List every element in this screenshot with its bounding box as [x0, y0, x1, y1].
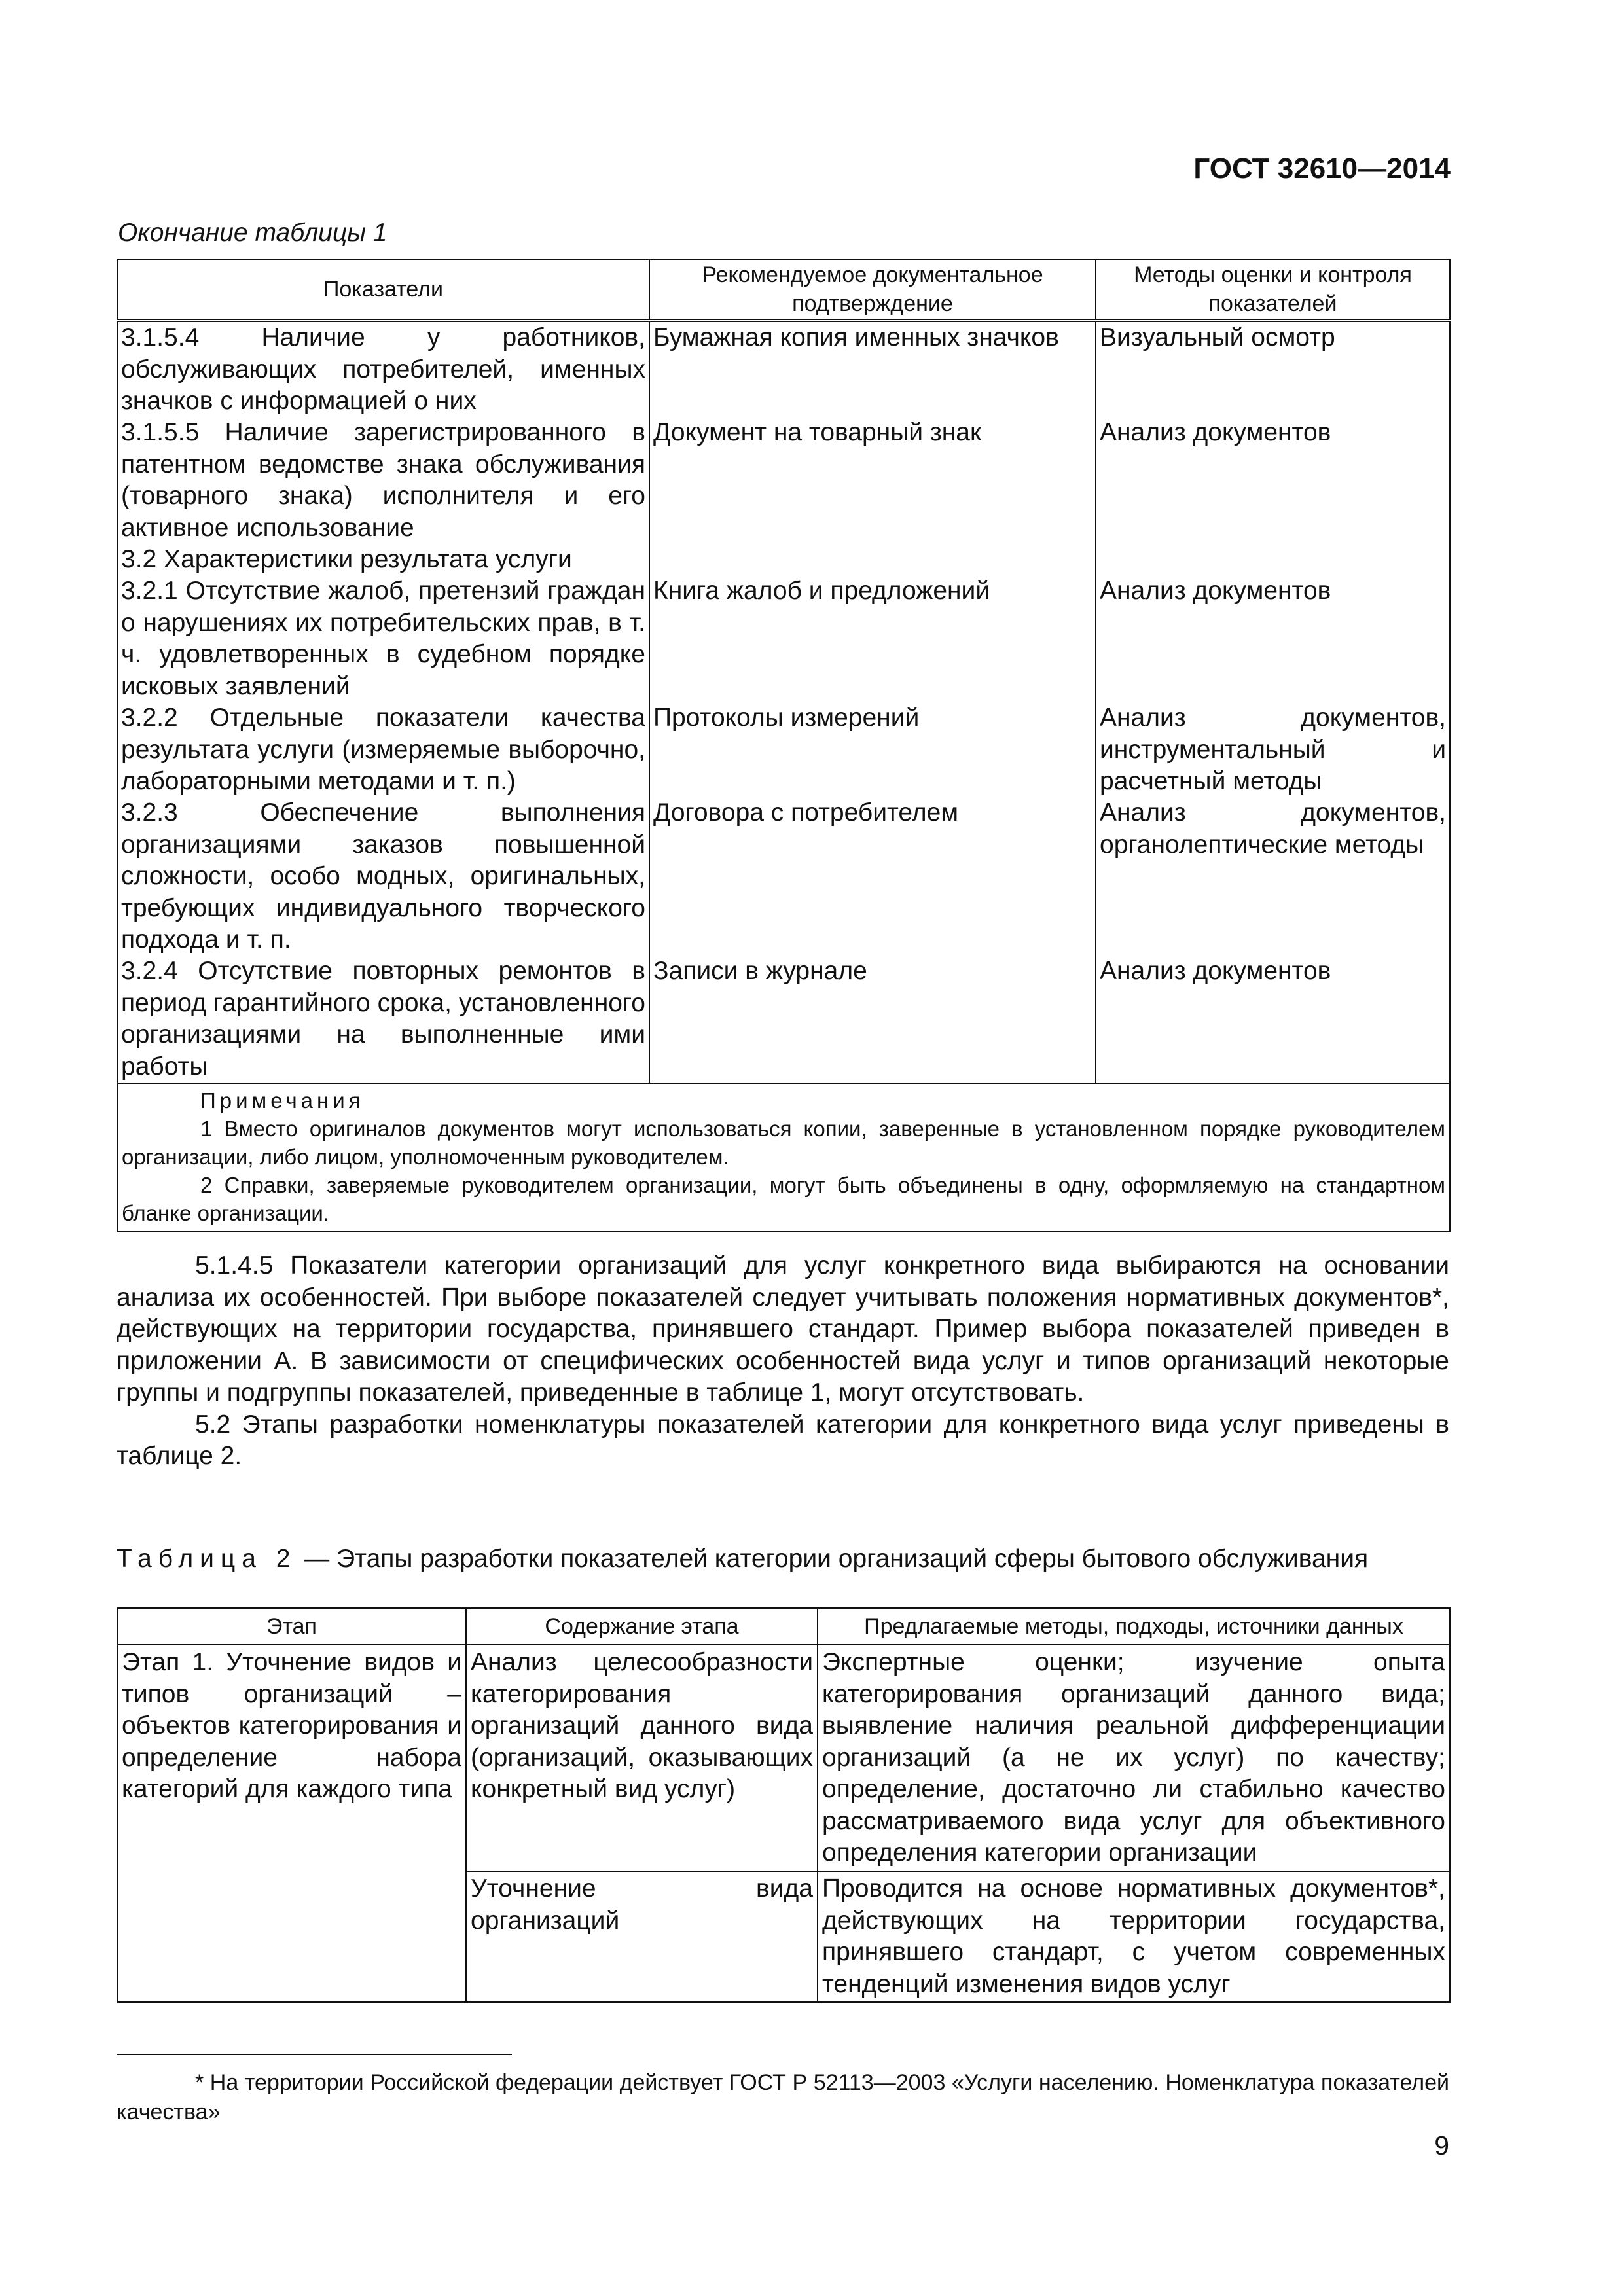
document-3-1-5-5: Документ на товарный знак	[653, 418, 982, 446]
document-3-1-5-4: Бумажная копия именных значков	[653, 323, 1059, 351]
indicator-3-2-2: 3.2.2 Отдельные показатели качества результата услуги (измеряемые выборочно, лабораторными методами и т. п.)	[121, 704, 645, 795]
table1-notes	[117, 1083, 1450, 1232]
method-3-1-5-5: Анализ документов	[1100, 418, 1331, 446]
table2-header-methods: Предлагаемые методы, подходы, источники данных	[818, 1608, 1450, 1645]
document-code: ГОСТ 32610—2014	[1193, 152, 1451, 185]
document-3-2-2: Протоколы измерений	[653, 704, 920, 732]
indicator-3-2-1: 3.2.1 Отсутствие жалоб, претензий граждан о нарушениях их потребительских прав, в т. ч. удовлетворенных в судебном порядке исковых заявлений	[121, 577, 645, 700]
table1-header-documents: Рекомендуемое документальное подтверждение	[649, 259, 1096, 321]
document-3-2-1: Книга жалоб и предложений	[653, 577, 990, 605]
method-3-2-3: Анализ документов, органолептические методы	[1100, 798, 1446, 859]
table1-document-cell	[649, 321, 1096, 1084]
table2-caption-label: Таблица 2	[117, 1545, 297, 1573]
notes-heading: Примечания	[200, 1088, 365, 1113]
method-3-2-4: Анализ документов	[1100, 957, 1331, 985]
method-3-2-2: Анализ документов, инструментальный и расчетный методы	[1100, 704, 1446, 795]
indicator-3-2-4: 3.2.4 Отсутствие повторных ремонтов в период гарантийного срока, установленного организациями на выполненные ими работы	[121, 957, 645, 1081]
table1-notes-row	[117, 1083, 1450, 1232]
table1	[117, 259, 1451, 1232]
table2-methods-cell: Проводится на основе нормативных документов*, действующих на территории государства, принявшего стандарт, с учетом современных тенденций изменения видов услуг	[818, 1871, 1450, 2002]
table1-header-methods: Методы оценки и контроля показателей	[1096, 259, 1450, 321]
footnote-text: * На территории Российской федерации действует ГОСТ Р 52113—2003 «Услуги населению. Номенклатура показателей качества»	[117, 2070, 1449, 2125]
indicator-3-2-3: 3.2.3 Обеспечение выполнения организациями заказов повышенной сложности, особо модных, оригинальных, требующих индивидуального творческого подхода и т. п.	[121, 798, 645, 954]
note-1: 1 Вместо оригиналов документов могут использоваться копии, заверенные в установленном порядке руководителем организации, либо лицом, уполномоченным руководителем.	[122, 1117, 1445, 1169]
table2-row	[117, 1645, 1450, 1871]
table1-indicator-cell	[117, 321, 649, 1084]
table1-row	[117, 321, 1450, 1084]
body-text	[117, 1250, 1449, 1473]
table1-caption: Окончание таблицы 1	[118, 219, 388, 247]
table2-caption-text: — Этапы разработки показателей категории организаций сферы бытового обслуживания	[297, 1545, 1369, 1573]
footnote-divider	[117, 2054, 512, 2055]
table2-caption	[117, 1543, 1449, 1575]
method-3-1-5-4: Визуальный осмотр	[1100, 323, 1335, 351]
method-3-2	[1100, 544, 1446, 575]
table1-header-row	[117, 259, 1450, 321]
page-number: 9	[1434, 2130, 1449, 2161]
table1-method-cell	[1096, 321, 1450, 1084]
table2-content-cell: Уточнение вида организаций	[466, 1871, 818, 2002]
document-3-2	[653, 544, 1092, 575]
table2	[117, 1607, 1451, 2003]
indicator-3-2: 3.2 Характеристики результата услуги	[121, 545, 572, 573]
table2-header-row	[117, 1608, 1450, 1645]
paragraph-5-2: 5.2 Этапы разработки номенклатуры показателей категории для конкретного вида услуг приведены в таблице 2.	[117, 1410, 1449, 1470]
indicator-3-1-5-5: 3.1.5.5 Наличие зарегистрированного в патентном ведомстве знака обслуживания (товарного знака) исполнителя и его активное использование	[121, 418, 645, 542]
footnote	[117, 2068, 1449, 2127]
table2-methods-cell: Экспертные оценки; изучение опыта категорирования организаций данного вида; выявление наличия реальной дифференциации организаций (а не их услуг) по качеству; определение, достаточно ли стабильно качество рассматриваемого вида услуг для объективного определения категории организации	[818, 1645, 1450, 1871]
note-2: 2 Справки, заверяемые руководителем организации, могут быть объединены в одну, оформляемую на стандартном бланке организации.	[122, 1173, 1445, 1225]
paragraph-5-1-4-5: 5.1.4.5 Показатели категории организаций для услуг конкретного вида выбираются на основании анализа их особенностей. При выборе показателей следует учитывать положения нормативных документов*, действующих на территории государства, принявшего стандарт. Пример выбора показателей приведен в приложении А. В зависимости от специфических особенностей вида услуг и типов организаций некоторые группы и подгруппы показателей, приведенные в таблице 1, могут отсутствовать.	[117, 1251, 1449, 1407]
table2-stage-cell: Этап 1. Уточнение видов и типов организаций – объектов категорирования и определение набора категорий для каждого типа	[117, 1645, 466, 2002]
table1-header-indicators: Показатели	[117, 259, 649, 321]
table2-header-stage: Этап	[117, 1608, 466, 1645]
document-3-2-4: Записи в журнале	[653, 957, 867, 985]
document-3-2-3: Договора с потребителем	[653, 798, 959, 827]
table2-content-cell: Анализ целесообразности категорирования организаций данного вида (организаций, оказывающих конкретный вид услуг)	[466, 1645, 818, 1871]
method-3-2-1: Анализ документов	[1100, 577, 1331, 605]
indicator-3-1-5-4: 3.1.5.4 Наличие у работников, обслуживающих потребителей, именных значков с информацией о них	[121, 323, 645, 415]
table2-header-content: Содержание этапа	[466, 1608, 818, 1645]
